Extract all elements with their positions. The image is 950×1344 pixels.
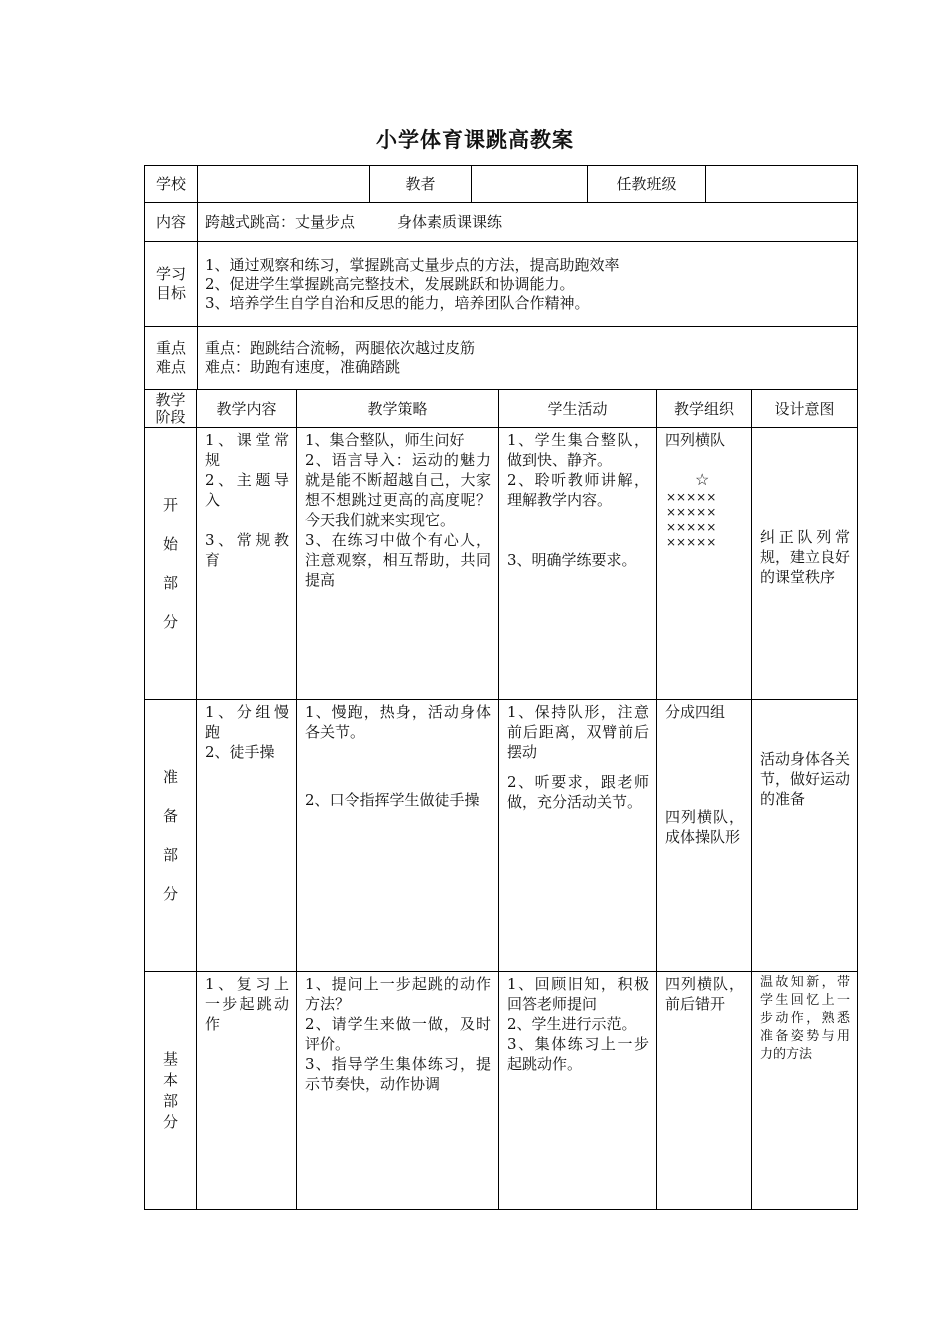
col-stage-1: 教学 [155, 390, 186, 409]
col-content: 教学内容 [197, 390, 297, 428]
stage-char: 部 [162, 845, 178, 864]
page-title: 小学体育课跳高教案 [376, 128, 574, 152]
content-text-2: 身体素质课课练 [397, 213, 503, 231]
objective-item: 1、通过观察和练习，掌握跳高丈量步点的方法，提高助跑效率 [205, 255, 620, 274]
student-item: 1、学生集合整队，做到快、静齐。 [507, 431, 649, 469]
organization-item: 四列横队，成体操队形 [665, 808, 744, 846]
stage-char: 部 [162, 573, 178, 592]
student-item: 1、保持队形，注意前后距离，双臂前后摆动 [507, 703, 649, 761]
content-item: 2、徒手操 [205, 743, 275, 761]
formation-row: ××××× [666, 535, 717, 549]
key-point: 重点：跑跳结合流畅，两腿依次越过皮筋 [205, 339, 476, 357]
stage-char: 分 [162, 1112, 178, 1131]
student-item: 3、明确学练要求。 [507, 551, 637, 569]
strategy-item: 1、慢跑，热身，活动身体各关节。 [305, 703, 491, 741]
teacher-value [472, 166, 588, 203]
info-table [144, 165, 858, 390]
col-stage [145, 390, 197, 428]
content-item: 1、复习上一步起跳动作 [205, 975, 289, 1033]
organization-item: 分成四组 [665, 703, 726, 721]
basic-organization [657, 972, 752, 1210]
stage-char: 分 [162, 612, 178, 631]
strategy-item: 1、提问上一步起跳的动作方法？ [305, 975, 491, 1013]
teacher-label: 教者 [370, 166, 472, 203]
basic-content [197, 972, 297, 1210]
formation-row: ××××× [666, 490, 717, 504]
start-strategy [297, 428, 499, 700]
stage-char: 备 [162, 806, 178, 825]
student-item: 1、回顾旧知，积极回答老师提问 [507, 975, 649, 1013]
keypoints-content [198, 327, 858, 390]
keypoints-row [145, 327, 858, 390]
keypoints-label-2: 难点 [155, 358, 186, 376]
objectives-label-2: 目标 [155, 284, 186, 302]
stage-row-start [145, 428, 858, 700]
col-stage-2: 阶段 [155, 407, 186, 426]
strategy-item: 2、口令指挥学生做徒手操 [305, 791, 480, 809]
strategy-item: 3、在练习中做个有心人，注意观察，相互帮助，共同提高 [305, 531, 491, 589]
keypoints-label [145, 327, 198, 390]
col-organization: 教学组织 [657, 390, 752, 428]
school-label: 学校 [145, 166, 198, 203]
start-student [499, 428, 657, 700]
class-value [706, 166, 858, 203]
start-content [197, 428, 297, 700]
basic-strategy [297, 972, 499, 1210]
teacher-star-icon: ☆ [695, 470, 710, 489]
strategy-item: 2、请学生来做一做，及时评价。 [305, 1015, 491, 1053]
organization-item: 四列横队，前后错开 [665, 975, 744, 1013]
column-header-row [145, 390, 858, 428]
strategy-item: 2、语言导入：运动的魅力就是能不断超越自己，大家想不想跳过更高的高度呢？今天我们就来实现它。 [305, 451, 491, 529]
content-row [145, 203, 858, 242]
student-item: 2、聆听教师讲解，理解教学内容。 [507, 471, 649, 509]
col-strategy: 教学策略 [297, 390, 499, 428]
stage-char: 基 [162, 1049, 178, 1068]
stage-name-start [145, 428, 197, 700]
formation-row: ××××× [666, 520, 717, 534]
stage-char: 部 [162, 1091, 178, 1110]
content-item: 1、分组慢跑 [205, 703, 289, 741]
formation-row: ××××× [666, 505, 717, 519]
stage-row-prep [145, 700, 858, 972]
prep-strategy [297, 700, 499, 972]
difficulty-point: 难点：助跑有速度，准确踏跳 [205, 358, 401, 376]
objectives-row [145, 242, 858, 327]
strategy-item: 1、集合整队，师生问好 [305, 431, 465, 449]
objective-item: 2、促进学生掌握跳高完整技术，发展跳跃和协调能力。 [205, 274, 575, 293]
stage-table [144, 389, 858, 1210]
strategy-item: 3、指导学生集体练习，提示节奏快，动作协调 [305, 1055, 491, 1093]
start-organization [657, 428, 752, 700]
objectives-label [145, 242, 198, 327]
prep-intent: 活动身体各关节，做好运动的准备 [752, 700, 858, 972]
student-item: 3、集体练习上一步起跳动作。 [507, 1035, 649, 1073]
organization-title: 四列横队 [665, 431, 726, 449]
col-intent: 设计意图 [752, 390, 858, 428]
stage-name-prep [145, 700, 197, 972]
keypoints-label-1: 重点 [155, 339, 186, 357]
basic-student [499, 972, 657, 1210]
class-label: 任教班级 [588, 166, 706, 203]
stage-char: 准 [162, 767, 178, 786]
content-item: 1、课堂常规 [205, 431, 289, 469]
start-intent: 纠正队列常规，建立良好的课堂秩序 [752, 428, 858, 700]
student-item: 2、学生进行示范。 [507, 1015, 637, 1033]
student-item: 2、听要求，跟老师做，充分活动关节。 [507, 773, 649, 811]
stage-char: 分 [162, 884, 178, 903]
lesson-plan [144, 165, 857, 1210]
stage-char: 本 [162, 1070, 178, 1089]
stage-name-basic [145, 972, 197, 1210]
prep-organization [657, 700, 752, 972]
stage-row-basic [145, 972, 858, 1210]
content-label: 内容 [145, 203, 198, 242]
content-value [198, 203, 858, 242]
prep-content [197, 700, 297, 972]
stage-char: 开 [162, 495, 178, 514]
prep-student [499, 700, 657, 972]
info-row [145, 166, 858, 203]
objective-item: 3、培养学生自学自治和反思的能力，培养团队合作精神。 [205, 293, 590, 312]
content-text-1: 跨越式跳高：丈量步点 [205, 213, 356, 231]
stage-char: 始 [162, 534, 178, 553]
content-item: 3、常规教育 [205, 531, 289, 569]
school-value [198, 166, 370, 203]
basic-intent: 温故知新，带学生回忆上一步动作，熟悉准备姿势与用力的方法 [752, 972, 858, 1210]
objectives-label-1: 学习 [155, 265, 186, 283]
content-item: 2、主题导入 [205, 471, 289, 509]
objectives-list [198, 242, 858, 327]
col-student: 学生活动 [499, 390, 657, 428]
